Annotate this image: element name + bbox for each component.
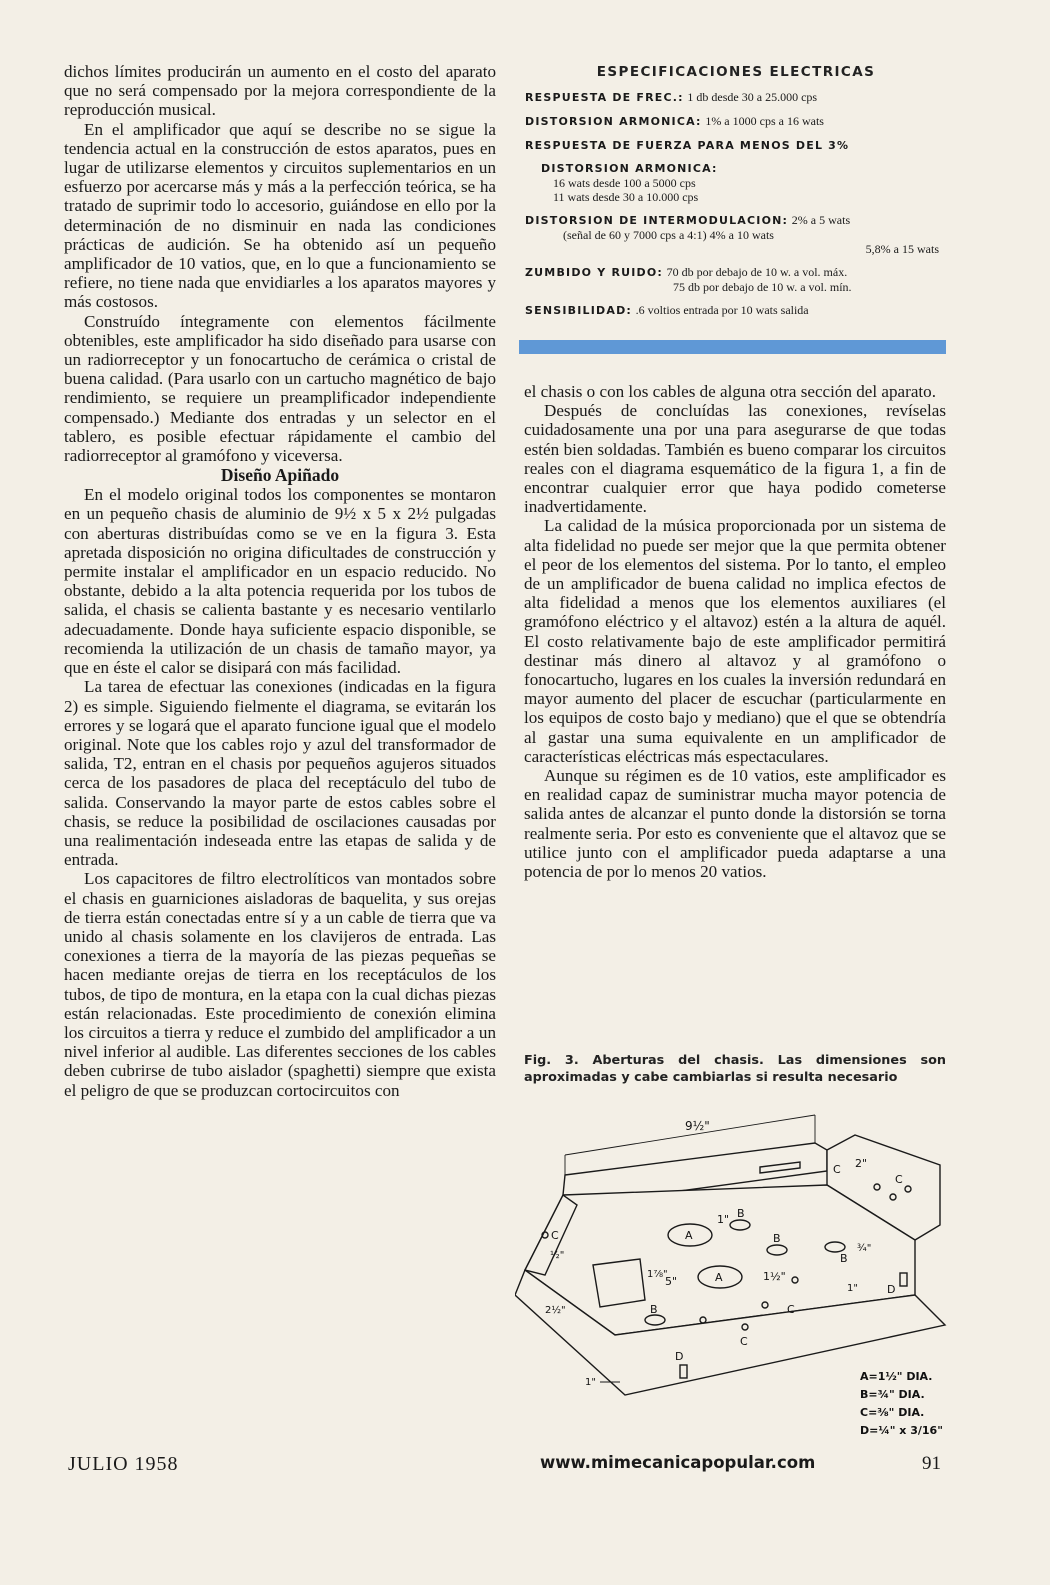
spec-label: DISTORSION DE INTERMODULACION: xyxy=(525,214,789,227)
paragraph: La calidad de la música proporcionada por un sistema de alta fidelidad no puede ser mejor que la que permita obtener el peor de los elementos del sistema. Por lo tanto, el empleo de un amplificador de buena calidad no implica efectos de alta fidelidad a menos que los elementos auxiliares (el gramófono eléctrico y el altavoz) estén a la altura de aquél. El costo relativamente bajo de este amplificador permitirá destinar más dinero al altavoz y al gramófono o fonocartucho, lugares en los cuales la inversión redundará en mayor aumento del placer de escuchar (particularmente en los equipos de costo bajo y mediano) que el que se obtendría al gastar una suma equivalente en un amplificador de características eléctricas más espectaculares. xyxy=(524,516,946,766)
hole-label: D xyxy=(675,1350,684,1363)
specifications-box xyxy=(525,64,947,327)
spec-label: RESPUESTA DE FUERZA PARA MENOS DEL 3% xyxy=(525,139,850,152)
dimension-label: 1" xyxy=(847,1283,858,1294)
spec-intermodulation xyxy=(525,213,947,256)
spec-frequency-response xyxy=(525,90,947,105)
spec-value: 1 db desde 30 a 25.000 cps xyxy=(687,90,818,104)
dimension-label: 9½" xyxy=(685,1119,710,1133)
dimension-label: 1⅞" xyxy=(647,1269,668,1280)
legend-item: C=⅜" DIA. xyxy=(860,1406,925,1419)
paragraph: Después de concluídas las conexiones, revíselas cuidadosamente una por una para asegurarse de que todas estén bien soldadas. También es bueno comparar los circuitos reales con el diagrama esquemático de la figura 1, a fin de encontrar cualquier error que haya podido cometerse inadvertidamente. xyxy=(524,401,946,517)
spec-value: 5,8% a 15 wats xyxy=(865,242,939,256)
spec-value: 75 db por debajo de 10 w. a vol. mín. xyxy=(673,280,852,294)
hole-label: A xyxy=(685,1229,693,1242)
dimension-label: 2½" xyxy=(545,1305,566,1316)
paragraph: Los capacitores de filtro electrolíticos van montados sobre el chasis en guarniciones aisladoras de baquelita, y sus orejas de tierra están conectadas entre sí y a un cable de tierra que va unido al chasis solamente en los clavijeros de entrada. Las conexiones a tierra de la mayoría de las piezas pequeñas se hacen mediante orejas de tierra en los receptáculos de los tubos, de tipo de montura, en la etapa con la cual dichas piezas están relacionadas. Este procedimiento de conexión elimina los circuitos a tierra y reduce el zumbido del amplificador a un nivel inferior al audible. Las diferentes secciones de los cables deben cubrirse de tubo aislador (spaghetti) siempre que exista el peligro de que se produzcan cortocircuitos con xyxy=(64,869,496,1100)
hole-label: C xyxy=(740,1335,748,1348)
dimension-label: 2" xyxy=(855,1157,868,1170)
spec-value: (señal de 60 y 7000 cps a 4:1) 4% a 10 wats xyxy=(563,228,774,242)
hole-label: C xyxy=(551,1229,559,1242)
dimension-label: 1½" xyxy=(763,1270,786,1283)
hole-label: B xyxy=(737,1207,745,1220)
paragraph: Aunque su régimen es de 10 vatios, este amplificador es en realidad capaz de suministrar mucha mayor potencia de salida antes de alcanzar el punto donde la distorsión se torna realmente seria. Por esto es conveniente que el altavoz que se utilice junto con el amplificador pueda adaptarse a una potencia de por lo menos 20 vatios. xyxy=(524,766,946,882)
section-heading: Diseño Apiñado xyxy=(220,465,340,486)
dimension-label: ½" xyxy=(550,1250,565,1261)
spec-label: DISTORSION ARMONICA: xyxy=(541,162,718,175)
right-column xyxy=(524,382,946,881)
spec-label: SENSIBILIDAD: xyxy=(525,304,633,317)
figure-legend xyxy=(860,1368,960,1440)
paragraph: Construído íntegramente con elementos fácilmente obtenibles, este amplificador ha sido diseñado para usarse con un radiorreceptor y un fonocartucho de cerámica o cristal de buena calidad. (Para usarlo con un cartucho magnético de bajo rendimiento, se requiere un preamplificador independiente compensado.) Mediante dos entradas y un selector en el tablero, es posible efectuar rápidamente el cambio del radiorreceptor al gramófono y viceversa. xyxy=(64,311,496,466)
hole-label: C xyxy=(787,1303,795,1316)
spec-harmonic-distortion xyxy=(525,114,947,129)
figure-caption: Fig. 3. Aberturas del chasis. Las dimensiones son aproximadas y cabe cambiarlas si resulta necesario xyxy=(524,1053,946,1085)
spec-value: 16 wats desde 100 a 5000 cps xyxy=(553,176,696,190)
hole-label: B xyxy=(773,1232,781,1245)
spec-harmonic-distortion-2 xyxy=(525,162,947,204)
specifications-title: ESPECIFICACIONES ELECTRICAS xyxy=(596,64,876,80)
left-column xyxy=(64,62,496,1100)
spec-power-response xyxy=(525,138,947,153)
dimension-label: ¾" xyxy=(857,1243,872,1254)
paragraph: En el modelo original todos los componentes se montaron en un pequeño chasis de aluminio de 9½ x 5 x 2½ pulgadas con aberturas distribuídas como se ve en la figura 3. Esta apretada disposición no origina dificultades de construcción y permite instalar el amplificador en un espacio reducido. No obstante, debido a la alta potencia requerida por los tubos de salida, el chasis se calienta bastante y es necesario ventilarlo adecuadamente. Donde haya suficiente espacio disponible, se recomienda la utilización de un chasis de tamaño mayor, ya que en éste el calor se disipará con más facilidad. xyxy=(64,485,496,678)
paragraph: el chasis o con los cables de alguna otra sección del aparato. xyxy=(524,382,936,401)
page-number: 91 xyxy=(922,1453,941,1474)
paragraph: En el amplificador que aquí se describe no se sigue la tendencia actual en la construcción de estos aparatos, pues en lugar de utilizarse elementos y circuitos suplementarios en un esfuerzo por acercarse más y más a la perfección teórica, se ha tratado de suprimir todo lo accesorio, guiándose en ello por la determinación de no disminuir en nada las condiciones prácticas de audición. Se ha obtenido así un pequeño amplificador de 10 vatios, que, en lo que a funcionamiento se refiere, no tiene nada que envidiarles a los aparatos mayores y más costosos. xyxy=(64,119,496,312)
spec-value: 1% a 1000 cps a 16 wats xyxy=(705,114,824,128)
blue-divider-bar xyxy=(519,340,946,354)
footer-issue-date: JULIO 1958 xyxy=(68,1453,179,1475)
paragraph: La tarea de efectuar las conexiones (indicadas en la figura 2) es simple. Siguiendo fielmente el diagrama, se evitarán los errores y se logará que el aparato funcione igual que el modelo original. Note que los cables rojo y azul del transformador de salida, T2, entran en el chasis por pequeños agujeros situados cerca de los pasadores de placa del receptáculo del tubo de salida. Conservando la mayor parte de estos cables sobre el chasis, se reduce la posibilidad de oscilaciones causadas por una realimentación indeseada entre las etapas de salida y de entrada. xyxy=(64,677,496,870)
spec-label: DISTORSION ARMONICA: xyxy=(525,115,702,128)
hole-label: B xyxy=(650,1303,658,1316)
dimension-label: 5" xyxy=(665,1275,678,1288)
spec-hum-noise xyxy=(525,265,947,294)
spec-value: 70 db por debajo de 10 w. a vol. máx. xyxy=(666,265,848,279)
spec-value: 11 wats desde 30 a 10.000 cps xyxy=(553,190,699,204)
spec-label: ZUMBIDO Y RUIDO: xyxy=(525,266,664,279)
spec-label: RESPUESTA DE FREC.: xyxy=(525,91,684,104)
legend-item: B=¾" DIA. xyxy=(860,1388,925,1401)
dimension-label: 1" xyxy=(717,1213,730,1226)
spec-value: .6 voltios entrada por 10 wats salida xyxy=(635,303,809,317)
spec-sensitivity xyxy=(525,303,947,318)
footer-url[interactable]: www.mimecanicapopular.com xyxy=(540,1453,816,1472)
legend-item: D=¼" x 3/16" xyxy=(860,1424,943,1437)
paragraph: dichos límites producirán un aumento en el costo del aparato que no será compensado por la mejora correspondiente de la reproducción musical. xyxy=(64,62,496,120)
hole-label: A xyxy=(715,1271,723,1284)
hole-label: C xyxy=(895,1173,903,1186)
legend-item: A=1½" DIA. xyxy=(860,1370,933,1383)
dimension-label: 1" xyxy=(585,1377,596,1388)
hole-label: B xyxy=(840,1252,848,1265)
hole-label: C xyxy=(833,1163,841,1176)
hole-label: D xyxy=(887,1283,896,1296)
spec-value: 2% a 5 wats xyxy=(791,213,851,227)
